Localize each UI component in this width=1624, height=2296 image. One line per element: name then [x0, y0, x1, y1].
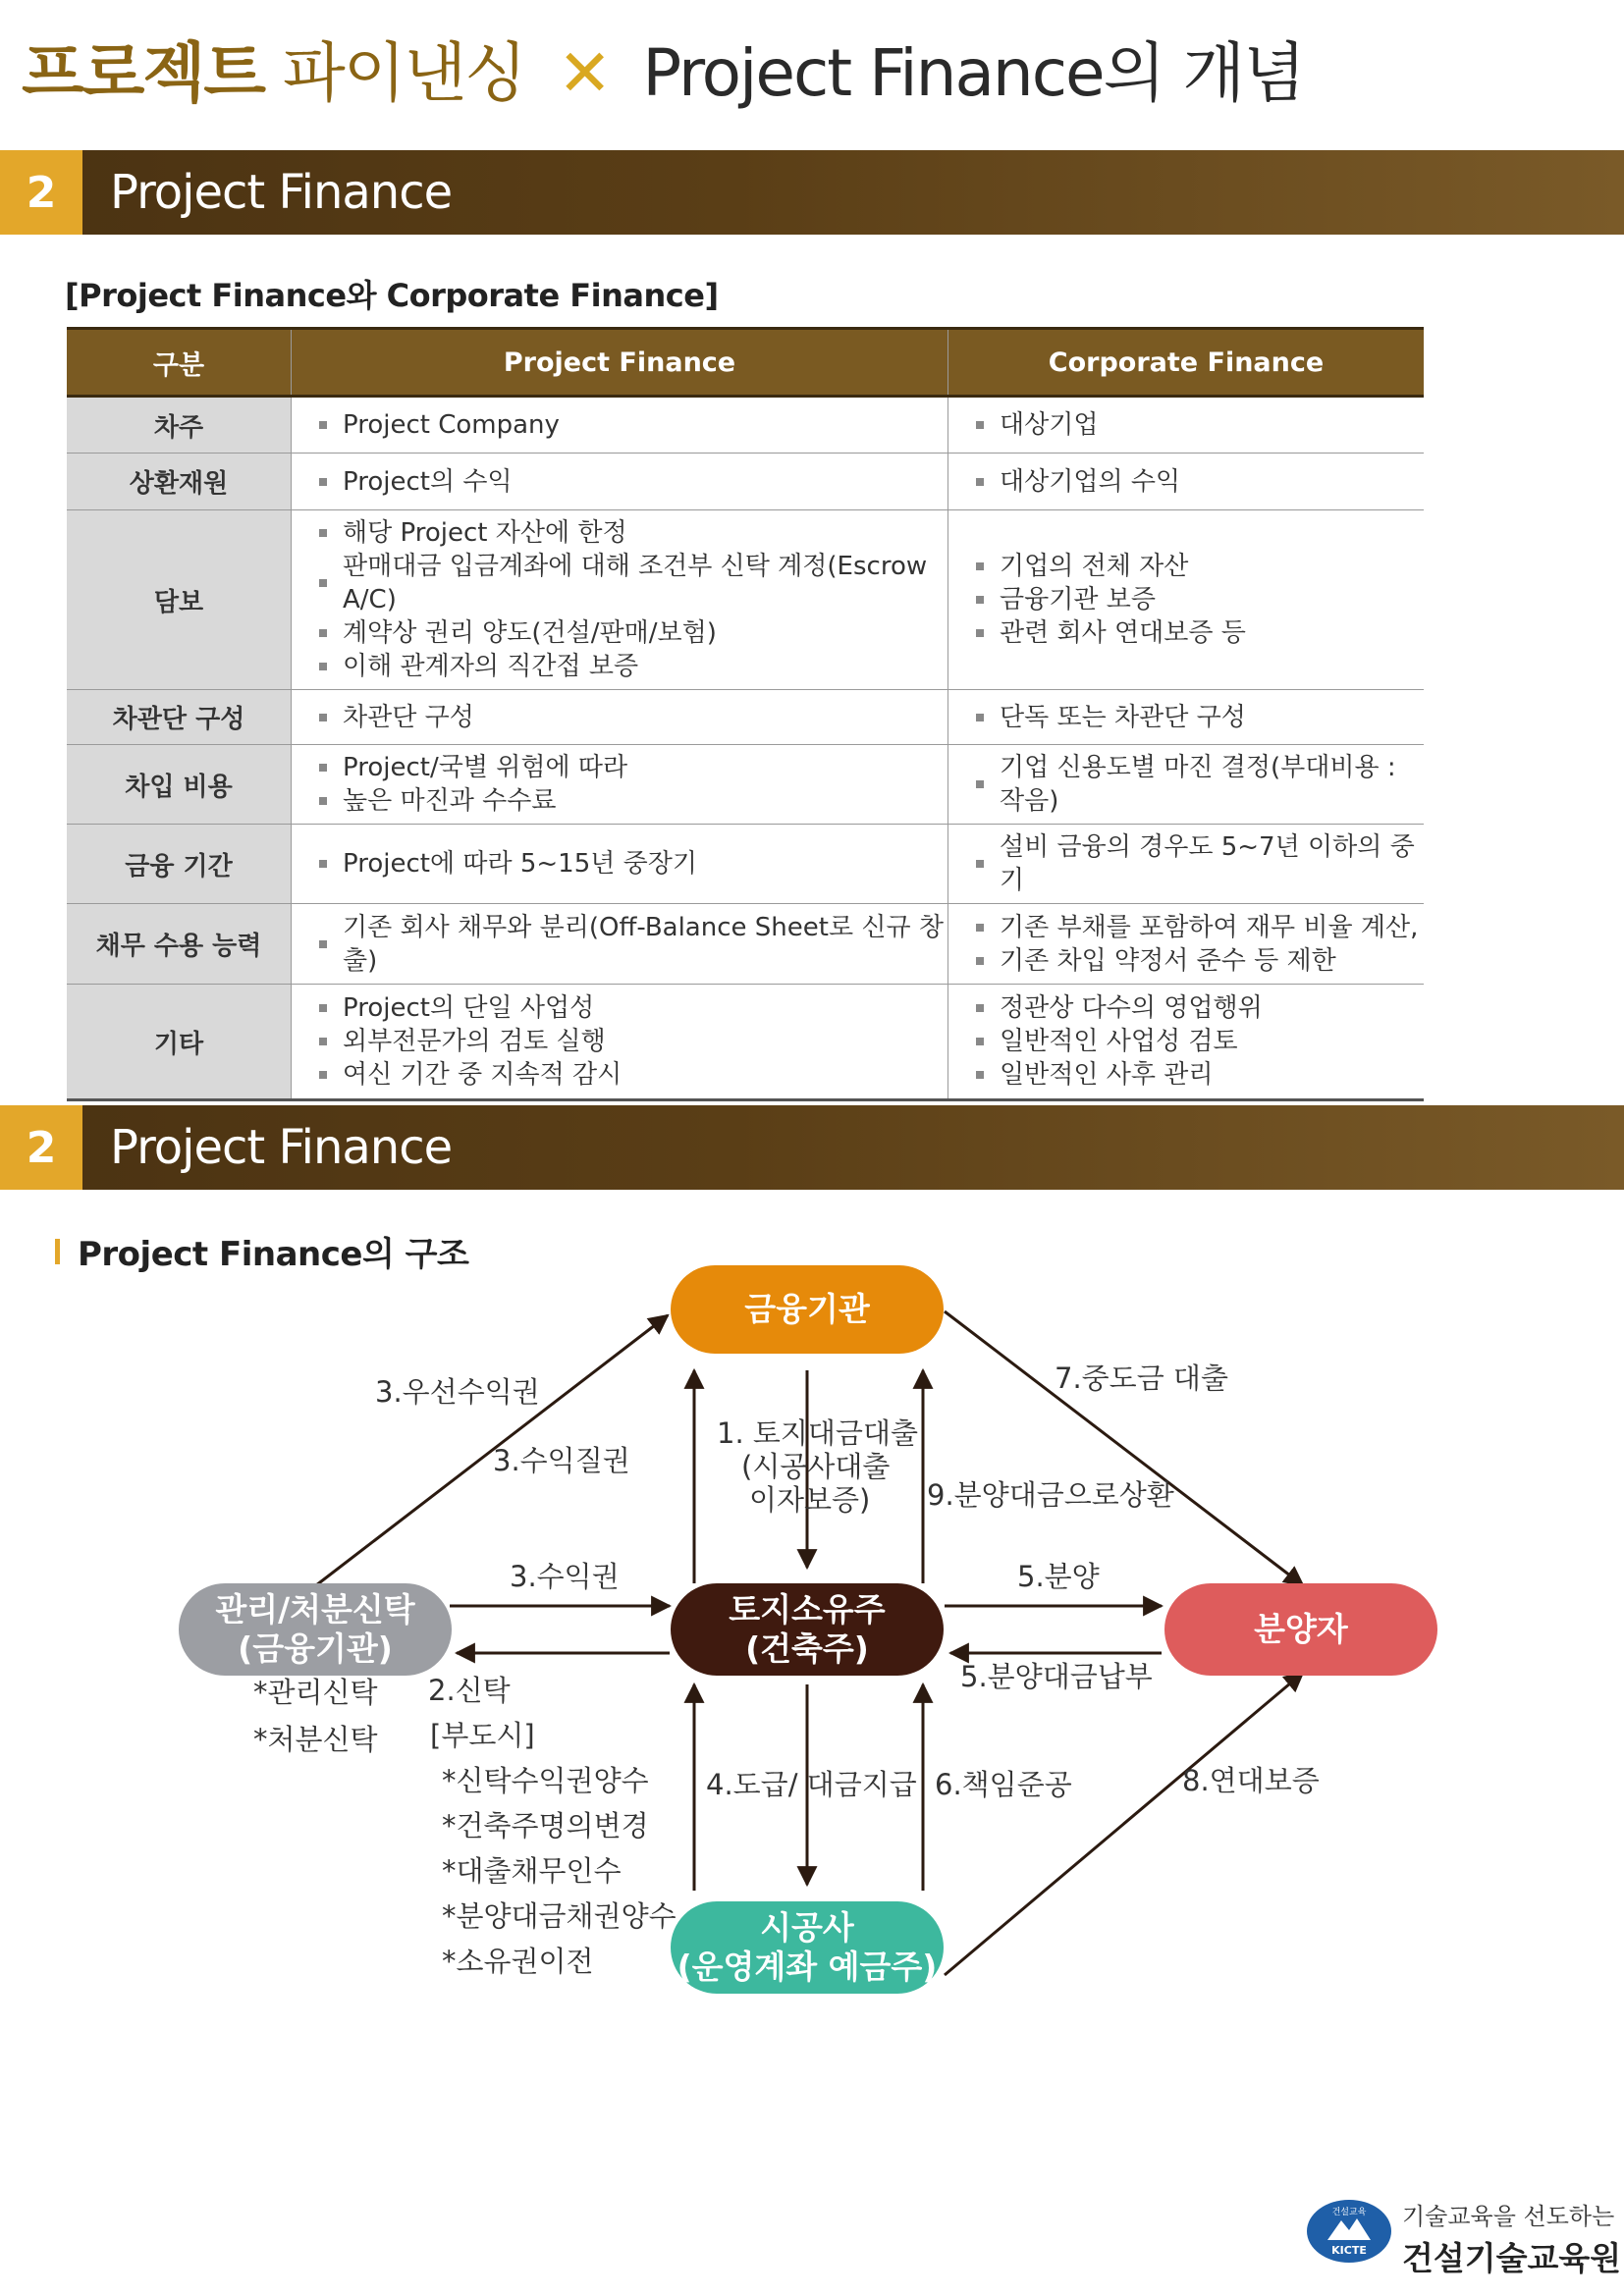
- section-title: Project Finance: [110, 1120, 453, 1175]
- row-label: 담보: [67, 510, 292, 690]
- svg-text:건설교육: 건설교육: [1331, 2208, 1367, 2217]
- label-default-item-4: *분양대금채권양수: [442, 1899, 677, 1933]
- list-item-text: 이해 관계자의 직간접 보증: [343, 652, 639, 681]
- list-item-text: 대상기업: [1000, 410, 1099, 440]
- list-item-text: Project Company: [343, 410, 560, 440]
- node-label: 금융기관: [744, 1290, 870, 1328]
- row-label: 상환재원: [67, 454, 292, 510]
- header-corporate-finance: Corporate Finance: [948, 329, 1425, 397]
- footer-org-name: 건설기술교육원: [1402, 2239, 1622, 2277]
- node-trust: [179, 1583, 452, 1676]
- list-item-text: 판매대금 입금계좌에 대해 조건부 신탁 계정(Escrow A/C): [343, 552, 928, 614]
- list-item-text: 기존 부채를 포함하여 재무 비율 계산,: [1000, 912, 1419, 942]
- node-contractor: [671, 1901, 944, 1994]
- cross-icon: ✕: [558, 35, 611, 111]
- list-item-text: 기존 차입 약정서 준수 등 제한: [1000, 945, 1336, 976]
- label-default-item-2: *건축주명의변경: [442, 1809, 649, 1842]
- node-label: 시공사: [760, 1908, 854, 1947]
- list-item-text: Project/국별 위험에 따라: [343, 753, 628, 782]
- header-project-finance: Project Finance: [292, 329, 948, 397]
- label-trust: 2.신탁: [428, 1674, 511, 1707]
- title-financing: 파이낸싱: [283, 35, 526, 111]
- svg-text:KICTE: KICTE: [1331, 2244, 1367, 2257]
- list-item-text: Project에 따라 5~15년 중장기: [343, 849, 697, 879]
- arrow-contractor-to-buyer: [945, 1673, 1303, 1975]
- label-land-loan-sub2: 이자보증): [749, 1483, 871, 1517]
- list-item-text: Project의 단일 사업성: [343, 993, 595, 1023]
- node-sublabel: (금융기관): [238, 1629, 393, 1668]
- list-item-text: 단독 또는 차관단 구성: [1000, 702, 1246, 732]
- section-number: 2: [0, 150, 82, 235]
- title-concept: Project Finance의 개념: [642, 35, 1304, 111]
- list-item-text: 관련 회사 연대보증 등: [1000, 618, 1246, 648]
- list-item-text: 해당 Project 자산에 한정: [343, 518, 627, 548]
- arrow-bank-to-buyer: [945, 1311, 1303, 1585]
- list-item-text: 기업 신용도별 마진 결정(부대비용 : 작음): [1000, 753, 1396, 816]
- header-category: 구분: [67, 329, 292, 397]
- list-item-text: 정관상 다수의 영업행위: [1000, 993, 1263, 1023]
- node-sublabel: (운영계좌 예금주): [677, 1948, 938, 1986]
- list-item-text: Project의 수익: [343, 466, 513, 497]
- node-label: 토지소유주: [729, 1590, 886, 1629]
- list-item-text: 기존 회사 채무와 분리(Off-Balance Sheet로 신규 창출): [343, 912, 944, 976]
- node-financial-institution: [671, 1265, 944, 1354]
- label-benefit-right: 3.수익권: [510, 1560, 620, 1593]
- label-interim-loan: 7.중도금 대출: [1055, 1362, 1228, 1395]
- label-joint-guarantee: 8.연대보증: [1182, 1764, 1320, 1797]
- label-disposal-trust: *처분신탁: [253, 1723, 378, 1756]
- row-label: 차주: [67, 397, 292, 454]
- diagram-caption-text: Project Finance의 구조: [78, 1235, 469, 1274]
- list-item-text: 외부전문가의 검토 실행: [343, 1027, 606, 1056]
- list-item-text: 설비 금융의 경우도 5~7년 이하의 중기: [1000, 832, 1415, 895]
- list-item-text: 높은 마진과 수수료: [343, 786, 557, 816]
- row-label: 금융 기간: [67, 825, 292, 904]
- label-sale: 5.분양: [1017, 1560, 1100, 1593]
- node-label: 관리/처분신탁: [215, 1590, 415, 1629]
- title-project: 프로젝트: [22, 35, 265, 111]
- label-management-trust: *관리신탁: [253, 1676, 378, 1709]
- node-label: 분양자: [1254, 1610, 1348, 1648]
- row-label: 차관단 구성: [67, 690, 292, 745]
- label-repay-by-sales: 9.분양대금으로상환: [927, 1478, 1174, 1512]
- list-item-text: 차관단 구성: [343, 702, 474, 732]
- kicte-logo: [1306, 2199, 1392, 2264]
- label-default-case: [부도시]: [430, 1719, 535, 1752]
- row-label: 기타: [67, 985, 292, 1100]
- node-landowner: [671, 1583, 944, 1676]
- label-sale-payment: 5.분양대금납부: [960, 1660, 1153, 1693]
- label-benefit-pledge: 3.수익질권: [493, 1444, 630, 1477]
- label-default-item-3: *대출채무인수: [442, 1854, 622, 1888]
- row-label: 차입 비용: [67, 745, 292, 825]
- footer-slogan: 기술교육을 선도하는: [1402, 2203, 1615, 2230]
- section-title: Project Finance: [110, 165, 453, 220]
- label-land-loan-sub1: (시공사대출: [741, 1450, 891, 1483]
- label-priority-benefit: 3.우선수익권: [375, 1375, 540, 1409]
- label-completion-guarantee: 6.책임준공: [935, 1768, 1072, 1801]
- list-item-text: 일반적인 사업성 검토: [1000, 1027, 1238, 1056]
- row-label: 채무 수용 능력: [67, 904, 292, 985]
- label-contract-payment: 4.도급/ 대금지급: [706, 1768, 917, 1801]
- node-buyer: [1164, 1583, 1437, 1676]
- node-sublabel: (건축주): [745, 1629, 869, 1668]
- list-item-text: 여신 기간 중 지속적 감시: [343, 1060, 623, 1090]
- list-item-text: 기업의 전체 자산: [1000, 552, 1189, 581]
- section-number: 2: [0, 1105, 82, 1190]
- label-default-item-5: *소유권이전: [442, 1945, 594, 1978]
- footer-org: [1402, 2197, 1621, 2279]
- list-item-text: 대상기업의 수익: [1000, 466, 1181, 497]
- list-item-text: 계약상 권리 양도(건설/판매/보험): [343, 618, 717, 648]
- list-item-text: 금융기관 보증: [1000, 585, 1156, 614]
- label-land-loan: 1. 토지대금대출: [717, 1416, 918, 1450]
- table-caption: [Project Finance와 Corporate Finance]: [65, 277, 719, 314]
- list-item-text: 일반적인 사후 관리: [1000, 1060, 1214, 1090]
- label-default-item-1: *신탁수익권양수: [442, 1764, 649, 1797]
